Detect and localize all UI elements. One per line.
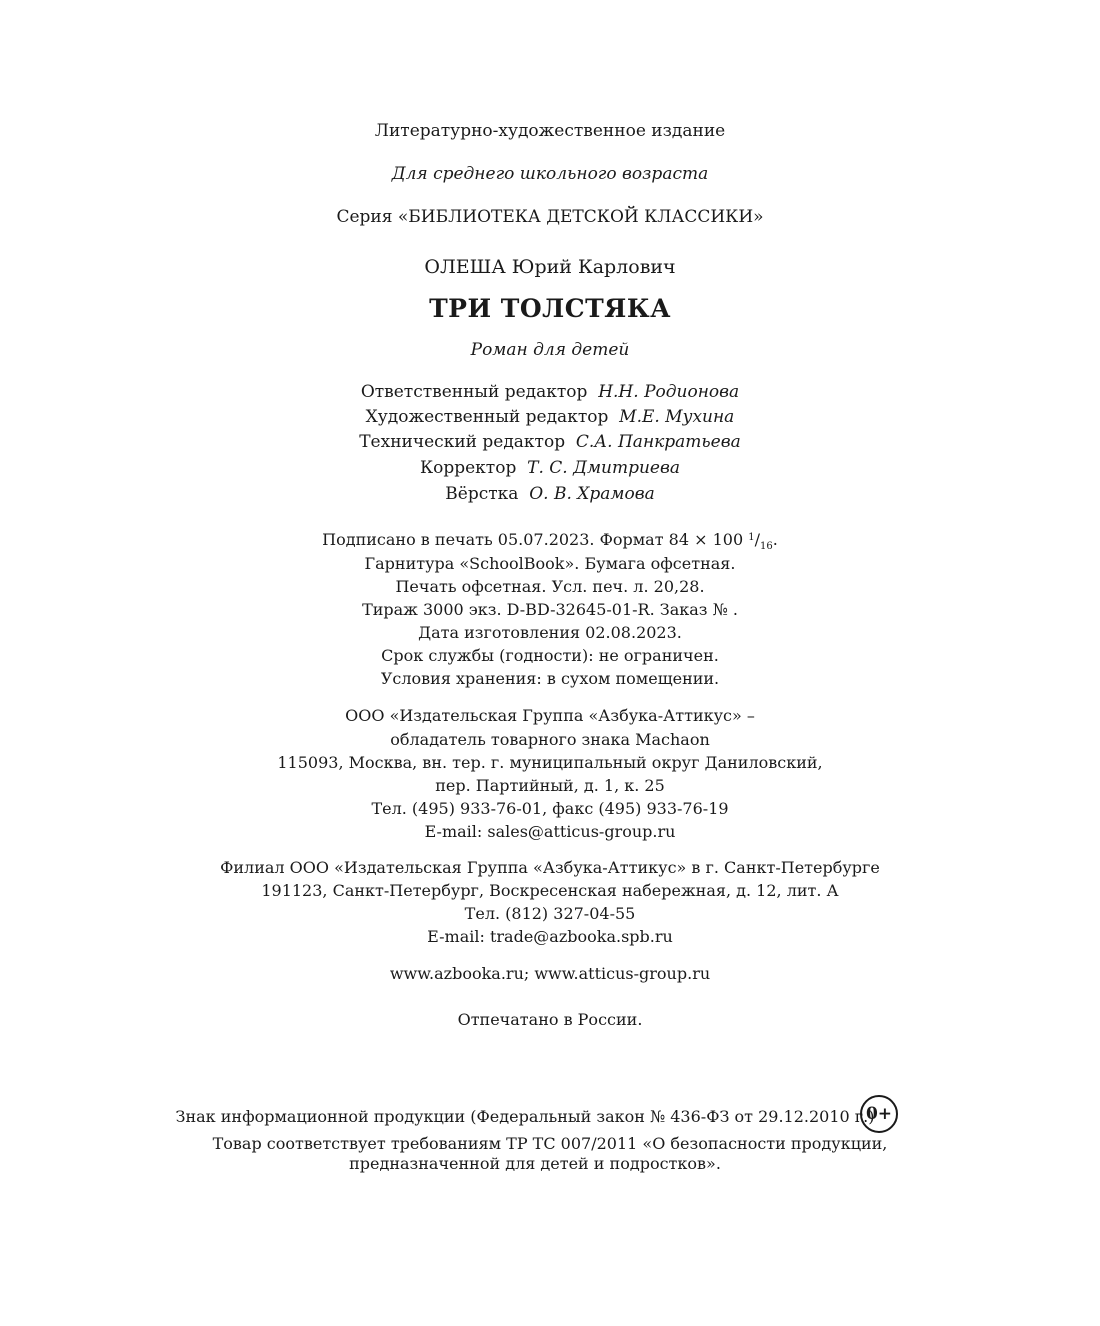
credit-role: Художественный редактор [365, 407, 609, 427]
manufacture-date: Дата изготовления 02.08.2023. [418, 623, 682, 642]
branch-name: Филиал ООО «Издательская Группа «Азбука-Аттикус» в г. Санкт-Петербурге [220, 858, 880, 877]
branch-phone: Тел. (812) 327-04-55 [464, 904, 636, 923]
branch-address: 191123, Санкт-Петербург, Воскресенская набережная, д. 12, лит. А [261, 881, 839, 900]
series-name: Серия «БИБЛИОТЕКА ДЕТСКОЙ КЛАССИКИ» [336, 207, 764, 227]
publisher-address-2: пер. Партийный, д. 1, к. 25 [435, 776, 665, 795]
printing-line: Печать офсетная. Усл. печ. л. 20,28. [395, 577, 705, 596]
publisher-email: E-mail: sales@atticus-group.ru [424, 822, 676, 841]
printed-in: Отпечатано в России. [457, 1010, 643, 1029]
publisher-trademark: обладатель товарного знака Machaon [390, 730, 710, 749]
credit-role: Вёрстка [445, 484, 519, 504]
format-fraction-sep: / [754, 530, 760, 549]
format-fraction-num: 1 [748, 532, 755, 543]
info-sign-text: Знак информационной продукции (Федеральный закон № 436-ФЗ от 29.12.2010 г.) [175, 1107, 875, 1126]
run-line: Тираж 3000 экз. D-BD-32645-01-R. Заказ № . [362, 600, 738, 619]
credit-name: С.А. Панкратьева [575, 432, 741, 452]
credit-name: М.Е. Мухина [619, 407, 735, 427]
branch-email: E-mail: trade@azbooka.spb.ru [427, 927, 673, 946]
age-rating-badge: 0+ [860, 1095, 898, 1133]
typeface-line: Гарнитура «SchoolBook». Бумага офсетная. [364, 554, 736, 573]
book-title: ТРИ ТОЛСТЯКА [429, 294, 671, 323]
signed-line [0, 529, 1100, 553]
compliance-line-2: предназначенной для детей и подростков». [349, 1154, 721, 1173]
credit-line [0, 381, 1100, 403]
credit-line [0, 457, 1100, 479]
credit-role: Ответственный редактор [360, 382, 588, 402]
credit-name: Н.Н. Родионова [598, 382, 740, 402]
author: ОЛЕША Юрий Карлович [424, 256, 676, 278]
publisher-address-1: 115093, Москва, вн. тер. г. муниципальный округ Даниловский, [277, 753, 823, 772]
publisher-name: ООО «Издательская Группа «Азбука-Аттикус» – [345, 706, 755, 725]
websites: www.azbooka.ru; www.atticus-group.ru [389, 964, 711, 983]
credit-name: Т. С. Дмитриева [527, 458, 681, 478]
credit-role: Технический редактор [359, 432, 566, 452]
signed-text: Подписано в печать 05.07.2023. Формат 84 × 100 [322, 530, 744, 549]
storage-conditions: Условия хранения: в сухом помещении. [380, 669, 720, 688]
edition-type: Литературно-художественное издание [374, 121, 726, 141]
signed-suffix: . [772, 530, 778, 549]
publisher-phone: Тел. (495) 933-76-01, факс (495) 933-76-19 [371, 799, 729, 818]
shelf-life: Срок службы (годности): не ограничен. [381, 646, 719, 665]
compliance-line-1: Товар соответствует требованиям ТР ТС 007/2011 «О безопасности продукции, [212, 1134, 888, 1153]
credit-line [0, 483, 1100, 505]
credit-name: О. В. Храмова [529, 484, 655, 504]
credit-line [0, 406, 1100, 428]
age-group: Для среднего школьного возраста [391, 164, 709, 184]
genre: Роман для детей [470, 340, 630, 360]
credit-line [0, 431, 1100, 453]
credit-role: Корректор [419, 458, 517, 478]
format-fraction-den: 16 [760, 541, 773, 552]
